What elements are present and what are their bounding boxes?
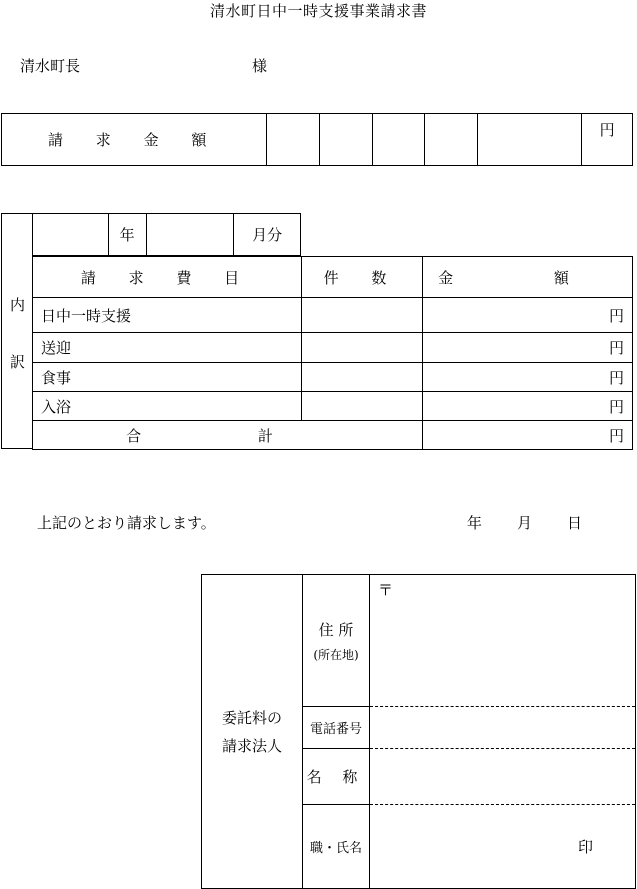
amount-digit-cell[interactable] bbox=[320, 114, 373, 166]
header-count: 件 数 bbox=[302, 257, 423, 298]
row-yen[interactable]: 円 bbox=[423, 298, 633, 333]
row-count-cell[interactable] bbox=[302, 392, 423, 421]
row-yen[interactable]: 円 bbox=[423, 363, 633, 392]
seal-mark: 印 bbox=[577, 838, 593, 856]
name-input-cell[interactable] bbox=[370, 749, 636, 805]
row-yen[interactable]: 円 bbox=[423, 333, 633, 363]
position-label: 職・氏名 bbox=[303, 805, 370, 889]
table-row bbox=[33, 333, 633, 363]
row-yen[interactable]: 円 bbox=[423, 392, 633, 421]
claimant-table bbox=[201, 574, 636, 889]
address-label: 住 所 bbox=[318, 620, 354, 639]
row-label: 入浴 bbox=[33, 392, 302, 421]
date-month: 月 bbox=[517, 514, 533, 532]
position-input-cell[interactable] bbox=[370, 805, 636, 889]
document-title: 清水町日中一時支援事業請求書 bbox=[209, 2, 427, 20]
table-row bbox=[33, 363, 633, 392]
amount-digit-cell[interactable] bbox=[477, 114, 581, 166]
table-row bbox=[33, 298, 633, 333]
row-label: 送迎 bbox=[33, 333, 302, 363]
claimant-label-1: 委託料の bbox=[221, 708, 282, 727]
breakdown-header-row bbox=[33, 257, 633, 298]
addressee-honorific: 様 bbox=[252, 57, 268, 75]
address-label-cell bbox=[303, 575, 370, 707]
date-year: 年 bbox=[467, 514, 483, 532]
row-label: 食事 bbox=[33, 363, 302, 392]
amount-label: 請 求 金 額 bbox=[2, 114, 267, 166]
month-label: 月分 bbox=[234, 214, 301, 256]
amount-digit-cell[interactable] bbox=[372, 114, 425, 166]
header-amount: 金 額 bbox=[423, 257, 633, 298]
claimant-label-2: 請求法人 bbox=[221, 736, 282, 755]
breakdown-side-label bbox=[1, 213, 33, 449]
phone-input-cell[interactable] bbox=[370, 707, 636, 749]
amount-digit-cell[interactable] bbox=[425, 114, 478, 166]
period-table bbox=[32, 213, 301, 256]
breakdown-table bbox=[32, 256, 633, 450]
claimant-label bbox=[202, 575, 303, 889]
table-row bbox=[33, 392, 633, 421]
row-count-cell[interactable] bbox=[302, 298, 423, 333]
row-count-cell[interactable] bbox=[302, 363, 423, 392]
amount-digit-cell[interactable] bbox=[267, 114, 320, 166]
row-label: 日中一時支援 bbox=[33, 298, 302, 333]
address-input-cell[interactable] bbox=[370, 575, 636, 707]
year-label: 年 bbox=[108, 214, 146, 256]
month-input-cell[interactable] bbox=[146, 214, 234, 256]
total-row bbox=[33, 421, 633, 450]
postal-mark: 〒 bbox=[378, 581, 394, 599]
total-yen[interactable]: 円 bbox=[423, 421, 633, 450]
phone-label: 電話番号 bbox=[303, 707, 370, 749]
amount-yen: 円 bbox=[582, 114, 633, 166]
name-label: 名 称 bbox=[303, 749, 370, 805]
row-count-cell[interactable] bbox=[302, 333, 423, 363]
year-input-cell[interactable] bbox=[33, 214, 109, 256]
side-label-wake: 訳 bbox=[10, 353, 26, 371]
amount-table bbox=[1, 113, 633, 166]
date-day: 日 bbox=[567, 514, 583, 532]
addressee-name: 清水町長 bbox=[20, 57, 81, 75]
statement-text: 上記のとおり請求します。 bbox=[37, 514, 216, 532]
side-label-uchi: 内 bbox=[10, 296, 26, 314]
total-label: 合 計 bbox=[33, 421, 423, 450]
header-item: 請 求 費 目 bbox=[33, 257, 302, 298]
address-sub-label: (所在地) bbox=[313, 647, 359, 662]
